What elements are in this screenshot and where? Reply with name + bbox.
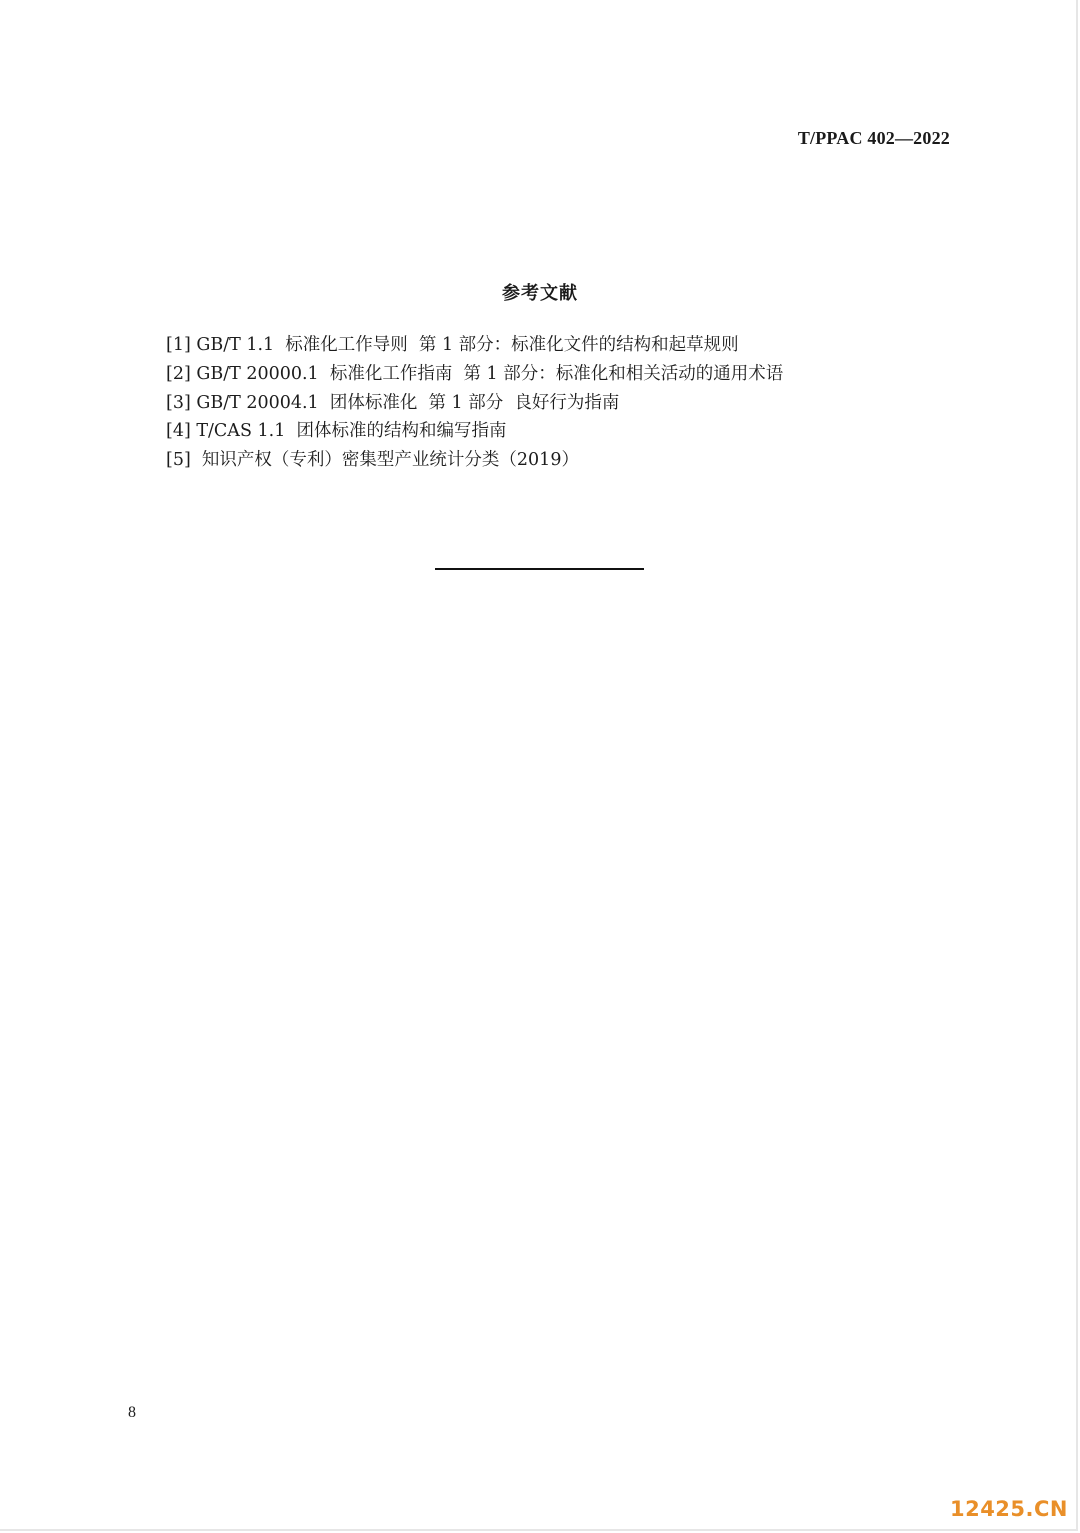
references-title: 参考文献 <box>502 283 578 304</box>
document-code: T/PPAC 402—2022 <box>797 128 950 148</box>
reference-item: [1] GB/T 1.1 标准化工作导则 第 1 部分：标准化文件的结构和起草规则 <box>166 335 739 355</box>
reference-item: [3] GB/T 20004.1 团体标准化 第 1 部分 良好行为指南 <box>166 392 620 413</box>
site-watermark: 12425.CN <box>949 1497 1068 1521</box>
reference-list <box>166 331 783 475</box>
end-of-document-rule <box>435 568 644 570</box>
reference-item: [5] 知识产权（专利）密集型产业统计分类（2019） <box>166 450 579 471</box>
reference-item: [2] GB/T 20000.1 标准化工作指南 第 1 部分：标准化和相关活动的通用术语 <box>166 363 784 384</box>
reference-item: [4] T/CAS 1.1 团体标准的结构和编写指南 <box>166 421 507 442</box>
page-number: 8 <box>128 1404 136 1421</box>
